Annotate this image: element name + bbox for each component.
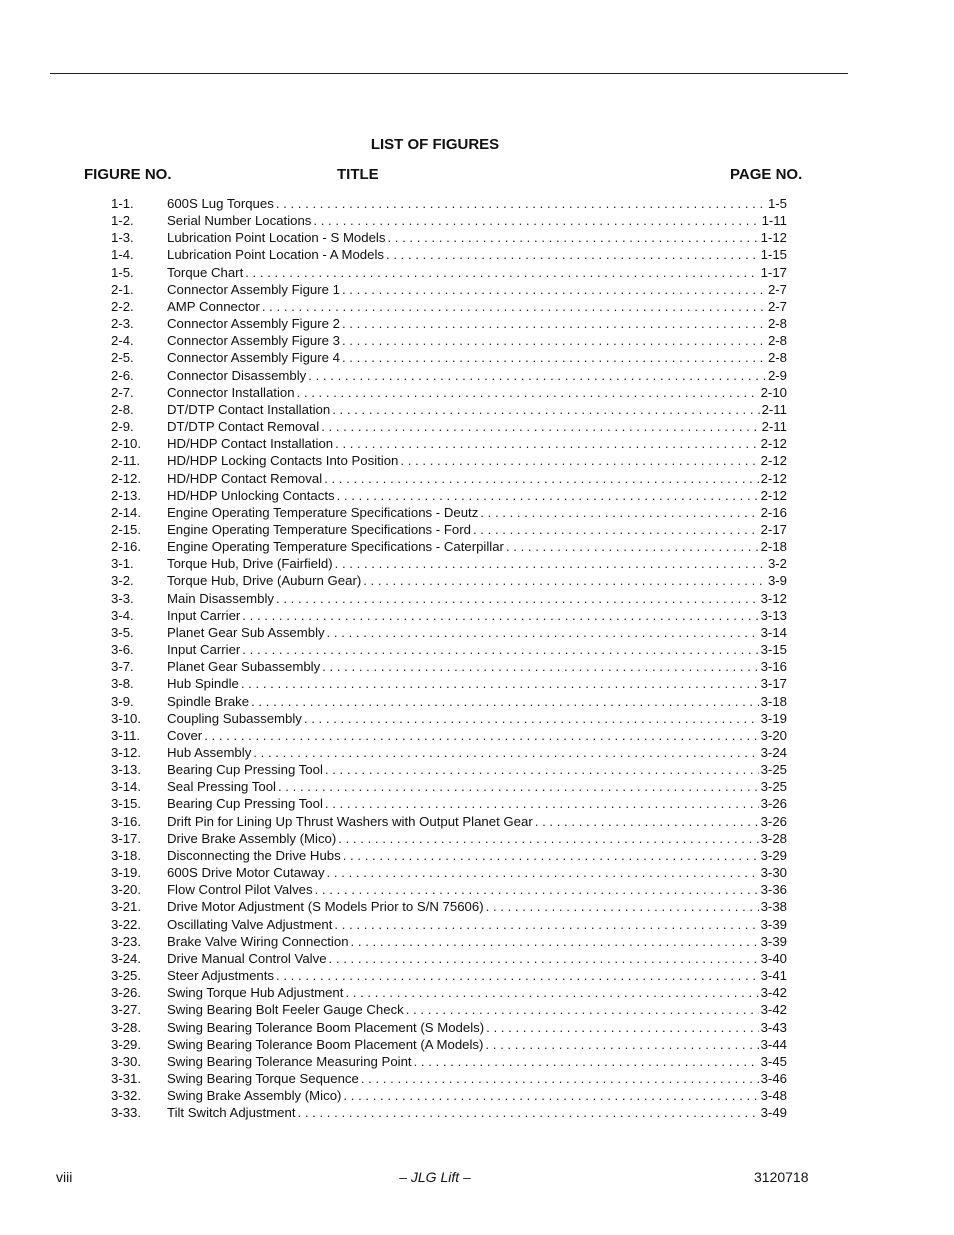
figure-title: Lubrication Point Location - A Models xyxy=(167,247,384,263)
dot-leader xyxy=(251,693,758,710)
page-number: 2-16 xyxy=(760,504,787,520)
page-number: 3-49 xyxy=(760,1105,787,1121)
figure-number: 2-10. xyxy=(111,436,142,452)
page-number: 2-8 xyxy=(767,333,787,349)
figure-number: 2-8. xyxy=(111,401,134,417)
dot-leader xyxy=(337,487,759,504)
dot-leader xyxy=(278,778,759,795)
figure-number: 1-5. xyxy=(111,264,134,280)
page-number: 2-11 xyxy=(761,401,787,417)
dot-leader xyxy=(297,384,759,401)
dot-leader xyxy=(351,933,759,950)
column-header-title: TITLE xyxy=(337,166,379,183)
figure-number: 1-1. xyxy=(111,196,134,211)
figure-title: 600S Lug Torques xyxy=(167,196,274,211)
figure-number: 3-21. xyxy=(111,899,142,915)
figure-number: 3-9. xyxy=(111,693,134,709)
figure-title: Engine Operating Temperature Specifications - Caterpillar xyxy=(167,539,504,555)
figure-title: Spindle Brake xyxy=(167,693,250,709)
figure-title: Connector Installation xyxy=(167,384,295,400)
figure-title: Coupling Subassembly xyxy=(167,710,302,726)
figure-number: 3-10. xyxy=(111,710,142,726)
list-item[interactable] xyxy=(111,572,787,589)
list-item[interactable] xyxy=(111,1001,787,1018)
figure-title: Drive Brake Assembly (Mico) xyxy=(167,830,337,846)
header-rule xyxy=(50,73,848,74)
list-item[interactable] xyxy=(111,761,787,778)
figure-number: 3-15. xyxy=(111,796,142,812)
dot-leader xyxy=(325,795,759,812)
figure-number: 3-11. xyxy=(111,727,141,743)
dot-leader xyxy=(332,401,759,418)
page-number: 3-40 xyxy=(760,950,787,966)
figure-title: Input Carrier xyxy=(167,607,241,623)
figure-title: Engine Operating Temperature Specifications - Deutz xyxy=(167,504,479,520)
footer-document-number: 3120718 xyxy=(754,1169,809,1185)
figure-title: Cover xyxy=(167,727,203,743)
list-item[interactable] xyxy=(111,950,787,967)
list-item[interactable] xyxy=(111,933,787,950)
dot-leader xyxy=(342,315,766,332)
page-number: 2-11 xyxy=(761,419,787,435)
dot-leader xyxy=(338,830,758,847)
figure-number: 3-18. xyxy=(111,847,142,863)
list-item[interactable] xyxy=(111,813,787,830)
page-number: 2-12 xyxy=(760,487,787,503)
list-item[interactable] xyxy=(111,727,787,744)
figure-title: Bearing Cup Pressing Tool xyxy=(167,762,323,778)
list-item[interactable] xyxy=(111,487,787,504)
dot-leader xyxy=(343,1087,758,1104)
figure-title: Torque Hub, Drive (Fairfield) xyxy=(167,556,333,572)
dot-leader xyxy=(485,1036,758,1053)
figure-number: 2-4. xyxy=(111,333,134,349)
page-number: 2-7 xyxy=(767,281,787,297)
figure-number: 3-33. xyxy=(111,1105,142,1121)
dot-leader xyxy=(342,332,766,349)
dot-leader xyxy=(327,864,759,881)
footer-page-number: viii xyxy=(56,1169,73,1185)
page-number: 2-17 xyxy=(760,521,787,537)
page-number: 3-25 xyxy=(760,779,787,795)
figure-title: AMP Connector xyxy=(167,298,260,314)
page-number: 2-9 xyxy=(767,367,787,383)
dot-leader xyxy=(334,916,758,933)
figure-title: Swing Bearing Tolerance Boom Placement (A Models) xyxy=(167,1036,484,1052)
figure-title: HD/HDP Contact Removal xyxy=(167,470,323,486)
page-number: 3-20 xyxy=(760,727,787,743)
figure-number: 3-1. xyxy=(111,556,134,572)
dot-leader xyxy=(242,641,758,658)
dot-leader xyxy=(363,572,766,589)
dot-leader xyxy=(386,246,759,263)
page-number: 2-7 xyxy=(767,298,787,314)
dot-leader xyxy=(335,555,766,572)
list-item[interactable] xyxy=(111,984,787,1001)
list-item[interactable] xyxy=(111,1036,787,1053)
page-number: 3-38 xyxy=(760,899,787,915)
page-number: 3-42 xyxy=(760,985,787,1001)
figure-number: 2-5. xyxy=(111,350,134,366)
figure-number: 3-25. xyxy=(111,968,142,984)
dot-leader xyxy=(298,1104,759,1121)
page-number: 1-11 xyxy=(761,213,787,229)
figure-title: Connector Assembly Figure 4 xyxy=(167,350,340,366)
figure-title: Flow Control Pilot Valves xyxy=(167,882,313,898)
dot-leader xyxy=(253,744,758,761)
column-header-figure-no: FIGURE NO. xyxy=(84,166,172,183)
figure-title: Swing Bearing Torque Sequence xyxy=(167,1070,359,1086)
page-number: 3-13 xyxy=(760,607,787,623)
dot-leader xyxy=(335,435,758,452)
figure-title: HD/HDP Contact Installation xyxy=(167,436,334,452)
column-header-page-no: PAGE NO. xyxy=(730,166,803,183)
figure-title: Lubrication Point Location - S Models xyxy=(167,230,386,246)
figure-title: DT/DTP Contact Removal xyxy=(167,419,320,435)
page-number: 3-46 xyxy=(760,1070,787,1086)
figure-title: HD/HDP Unlocking Contacts xyxy=(167,487,335,503)
page-number: 3-48 xyxy=(760,1088,787,1104)
figure-number: 3-5. xyxy=(111,624,134,640)
dot-leader xyxy=(387,229,758,246)
figure-title: Drift Pin for Lining Up Thrust Washers with Output Planet Gear xyxy=(167,813,533,829)
page-number: 3-24 xyxy=(760,745,787,760)
list-item[interactable] xyxy=(111,246,787,263)
page-number: 3-41 xyxy=(760,968,787,984)
dot-leader xyxy=(342,281,766,298)
figure-title: Planet Gear Subassembly xyxy=(167,659,321,675)
page-number: 1-17 xyxy=(760,264,787,280)
page-number: 3-17 xyxy=(760,676,787,692)
list-item[interactable] xyxy=(111,710,787,727)
page-number: 2-8 xyxy=(767,316,787,332)
list-item[interactable] xyxy=(111,281,787,298)
figure-number: 2-1. xyxy=(111,281,134,297)
list-item[interactable] xyxy=(111,864,787,881)
page-number: 3-44 xyxy=(760,1036,787,1052)
dot-leader xyxy=(315,881,759,898)
list-item[interactable] xyxy=(111,384,787,401)
figure-title: Main Disassembly xyxy=(167,590,274,606)
page-number: 3-26 xyxy=(760,813,787,829)
dot-leader xyxy=(304,710,759,727)
figure-title: Connector Assembly Figure 2 xyxy=(167,316,340,332)
figure-title: Drive Motor Adjustment (S Models Prior to S/N 75606) xyxy=(167,899,484,915)
figure-number: 3-20. xyxy=(111,882,142,898)
figure-title: 600S Drive Motor Cutaway xyxy=(167,865,325,881)
list-item[interactable] xyxy=(111,624,787,641)
page-number: 2-12 xyxy=(760,453,787,469)
figure-title: Swing Brake Assembly (Mico) xyxy=(167,1088,342,1104)
page-number: 3-28 xyxy=(760,830,787,846)
dot-leader xyxy=(321,418,759,435)
list-item[interactable] xyxy=(111,607,787,624)
figure-number: 2-2. xyxy=(111,298,134,314)
page-number: 3-39 xyxy=(760,933,787,949)
figure-title: Drive Manual Control Valve xyxy=(167,950,327,966)
figure-number: 2-3. xyxy=(111,316,134,332)
figure-number: 2-7. xyxy=(111,384,134,400)
list-item[interactable] xyxy=(111,229,787,246)
list-item[interactable] xyxy=(111,658,787,675)
figure-number: 1-3. xyxy=(111,230,134,246)
dot-leader xyxy=(276,967,759,984)
figure-number: 2-13. xyxy=(111,487,142,503)
dot-leader xyxy=(345,984,758,1001)
dot-leader xyxy=(535,813,759,830)
page-number: 2-8 xyxy=(767,350,787,366)
page-title: LIST OF FIGURES xyxy=(370,136,500,153)
page-number: 3-29 xyxy=(760,847,787,863)
dot-leader xyxy=(241,675,759,692)
dot-leader xyxy=(242,607,758,624)
figure-list xyxy=(111,195,787,1121)
page-number: 3-25 xyxy=(760,762,787,778)
dot-leader xyxy=(204,727,758,744)
list-item[interactable] xyxy=(111,212,787,229)
list-item[interactable] xyxy=(111,1087,787,1104)
list-item[interactable] xyxy=(111,1053,787,1070)
dot-leader xyxy=(308,367,766,384)
figure-title: Swing Bearing Tolerance Measuring Point xyxy=(167,1053,412,1069)
list-item[interactable] xyxy=(111,332,787,349)
list-item[interactable] xyxy=(111,590,787,607)
dot-leader xyxy=(329,950,759,967)
figure-number: 1-4. xyxy=(111,247,134,263)
figure-title: Seal Pressing Tool xyxy=(167,779,276,795)
page-number: 3-26 xyxy=(760,796,787,812)
figure-number: 3-8. xyxy=(111,676,134,692)
figure-number: 3-32. xyxy=(111,1088,142,1104)
page-number: 3-18 xyxy=(760,693,787,709)
dot-leader xyxy=(400,452,758,469)
dot-leader xyxy=(327,624,759,641)
list-item[interactable] xyxy=(111,1104,787,1121)
list-item[interactable] xyxy=(111,1019,787,1036)
dot-leader xyxy=(324,470,758,487)
figure-number: 3-14. xyxy=(111,779,142,795)
figure-title: Torque Hub, Drive (Auburn Gear) xyxy=(167,573,362,589)
dot-leader xyxy=(406,1001,759,1018)
list-item[interactable] xyxy=(111,881,787,898)
list-item[interactable] xyxy=(111,830,787,847)
figure-number: 3-17. xyxy=(111,830,142,846)
list-item[interactable] xyxy=(111,967,787,984)
figure-title: Hub Assembly xyxy=(167,745,252,760)
dot-leader xyxy=(262,298,766,315)
figure-number: 2-14. xyxy=(111,504,142,520)
list-item[interactable] xyxy=(111,555,787,572)
figure-number: 3-16. xyxy=(111,813,142,829)
figure-number: 3-30. xyxy=(111,1053,142,1069)
figure-title: Input Carrier xyxy=(167,642,241,658)
dot-leader xyxy=(325,761,759,778)
figure-number: 3-6. xyxy=(111,642,134,658)
figure-number: 3-22. xyxy=(111,916,142,932)
list-item[interactable] xyxy=(111,349,787,366)
figure-number: 3-23. xyxy=(111,933,142,949)
figure-title: Swing Bearing Tolerance Boom Placement (S Models) xyxy=(167,1019,485,1035)
list-item[interactable] xyxy=(111,401,787,418)
page-number: 3-12 xyxy=(760,590,787,606)
figure-title: HD/HDP Locking Contacts Into Position xyxy=(167,453,399,469)
figure-number: 3-29. xyxy=(111,1036,142,1052)
figure-number: 3-19. xyxy=(111,865,142,881)
dot-leader xyxy=(322,658,758,675)
figure-title: Connector Assembly Figure 1 xyxy=(167,281,340,297)
page-number: 3-14 xyxy=(760,624,787,640)
list-item[interactable] xyxy=(111,538,787,555)
figure-title: Disconnecting the Drive Hubs xyxy=(167,847,341,863)
figure-number: 3-3. xyxy=(111,590,134,606)
figure-title: Bearing Cup Pressing Tool xyxy=(167,796,323,812)
list-item[interactable] xyxy=(111,1070,787,1087)
list-item[interactable] xyxy=(111,470,787,487)
figure-number: 3-12. xyxy=(111,745,142,760)
list-item[interactable] xyxy=(111,916,787,933)
figure-title: Engine Operating Temperature Specifications - Ford xyxy=(167,521,471,537)
list-item[interactable] xyxy=(111,298,787,315)
figure-title: Hub Spindle xyxy=(167,676,239,692)
dot-leader xyxy=(480,504,758,521)
figure-number: 1-2. xyxy=(111,213,134,229)
page-number: 3-39 xyxy=(760,916,787,932)
figure-title: Steer Adjustments xyxy=(167,968,275,984)
list-item[interactable] xyxy=(111,898,787,915)
page-number: 3-43 xyxy=(760,1019,787,1035)
list-item[interactable] xyxy=(111,693,787,710)
figure-title: Swing Torque Hub Adjustment xyxy=(167,985,344,1001)
footer-publisher: – JLG Lift – xyxy=(399,1169,471,1185)
page-number: 3-16 xyxy=(760,659,787,675)
figure-number: 3-7. xyxy=(111,659,134,675)
dot-leader xyxy=(473,521,759,538)
dot-leader xyxy=(361,1070,759,1087)
figure-number: 3-24. xyxy=(111,950,142,966)
figure-number: 3-26. xyxy=(111,985,142,1001)
figure-title: Oscillating Valve Adjustment xyxy=(167,916,333,932)
list-item[interactable] xyxy=(111,744,787,761)
page-number: 3-36 xyxy=(760,882,787,898)
figure-number: 3-27. xyxy=(111,1002,142,1018)
page-number: 3-2 xyxy=(767,556,787,572)
list-item[interactable] xyxy=(111,675,787,692)
list-item[interactable] xyxy=(111,452,787,469)
figure-number: 3-13. xyxy=(111,762,142,778)
list-item[interactable] xyxy=(111,847,787,864)
figure-number: 2-12. xyxy=(111,470,142,486)
figure-number: 2-9. xyxy=(111,419,134,435)
page-number: 1-5 xyxy=(767,196,787,211)
list-item[interactable] xyxy=(111,778,787,795)
list-item[interactable] xyxy=(111,641,787,658)
page-number: 1-15 xyxy=(760,247,787,263)
list-item[interactable] xyxy=(111,521,787,538)
list-item[interactable] xyxy=(111,195,787,212)
page-number: 1-12 xyxy=(760,230,787,246)
figure-title: Torque Chart xyxy=(167,264,244,280)
page-number: 3-9 xyxy=(767,573,787,589)
figure-number: 3-4. xyxy=(111,607,134,623)
list-item[interactable] xyxy=(111,435,787,452)
figure-number: 2-16. xyxy=(111,539,142,555)
figure-title: Serial Number Locations xyxy=(167,213,312,229)
figure-number: 2-15. xyxy=(111,521,142,537)
page-number: 3-19 xyxy=(760,710,787,726)
list-item[interactable] xyxy=(111,795,787,812)
list-item[interactable] xyxy=(111,504,787,521)
figure-title: Connector Disassembly xyxy=(167,367,307,383)
list-item[interactable] xyxy=(111,367,787,384)
dot-leader xyxy=(414,1053,759,1070)
page-number: 3-42 xyxy=(760,1002,787,1018)
page-number: 2-12 xyxy=(760,470,787,486)
dot-leader xyxy=(342,349,766,366)
figure-title: Connector Assembly Figure 3 xyxy=(167,333,340,349)
figure-number: 2-6. xyxy=(111,367,134,383)
figure-title: Brake Valve Wiring Connection xyxy=(167,933,349,949)
page-number: 2-10 xyxy=(760,384,787,400)
page-number: 3-30 xyxy=(760,865,787,881)
figure-number: 2-11. xyxy=(111,453,141,469)
page-number: 2-12 xyxy=(760,436,787,452)
page-number: 2-18 xyxy=(760,539,787,555)
figure-number: 3-2. xyxy=(111,573,134,589)
dot-leader xyxy=(245,264,758,281)
figure-number: 3-28. xyxy=(111,1019,142,1035)
dot-leader xyxy=(486,898,759,915)
list-item[interactable] xyxy=(111,418,787,435)
dot-leader xyxy=(313,212,759,229)
page-number: 3-15 xyxy=(760,642,787,658)
figure-title: Swing Bearing Bolt Feeler Gauge Check xyxy=(167,1002,404,1018)
dot-leader xyxy=(343,847,759,864)
list-item[interactable] xyxy=(111,264,787,281)
figure-title: Tilt Switch Adjustment xyxy=(167,1105,296,1121)
figure-title: DT/DTP Contact Installation xyxy=(167,401,331,417)
dot-leader xyxy=(276,195,766,212)
dot-leader xyxy=(276,590,759,607)
page-number: 3-45 xyxy=(760,1053,787,1069)
dot-leader xyxy=(506,538,759,555)
figure-title: Planet Gear Sub Assembly xyxy=(167,624,325,640)
dot-leader xyxy=(486,1019,758,1036)
figure-number: 3-31. xyxy=(111,1070,142,1086)
list-item[interactable] xyxy=(111,315,787,332)
